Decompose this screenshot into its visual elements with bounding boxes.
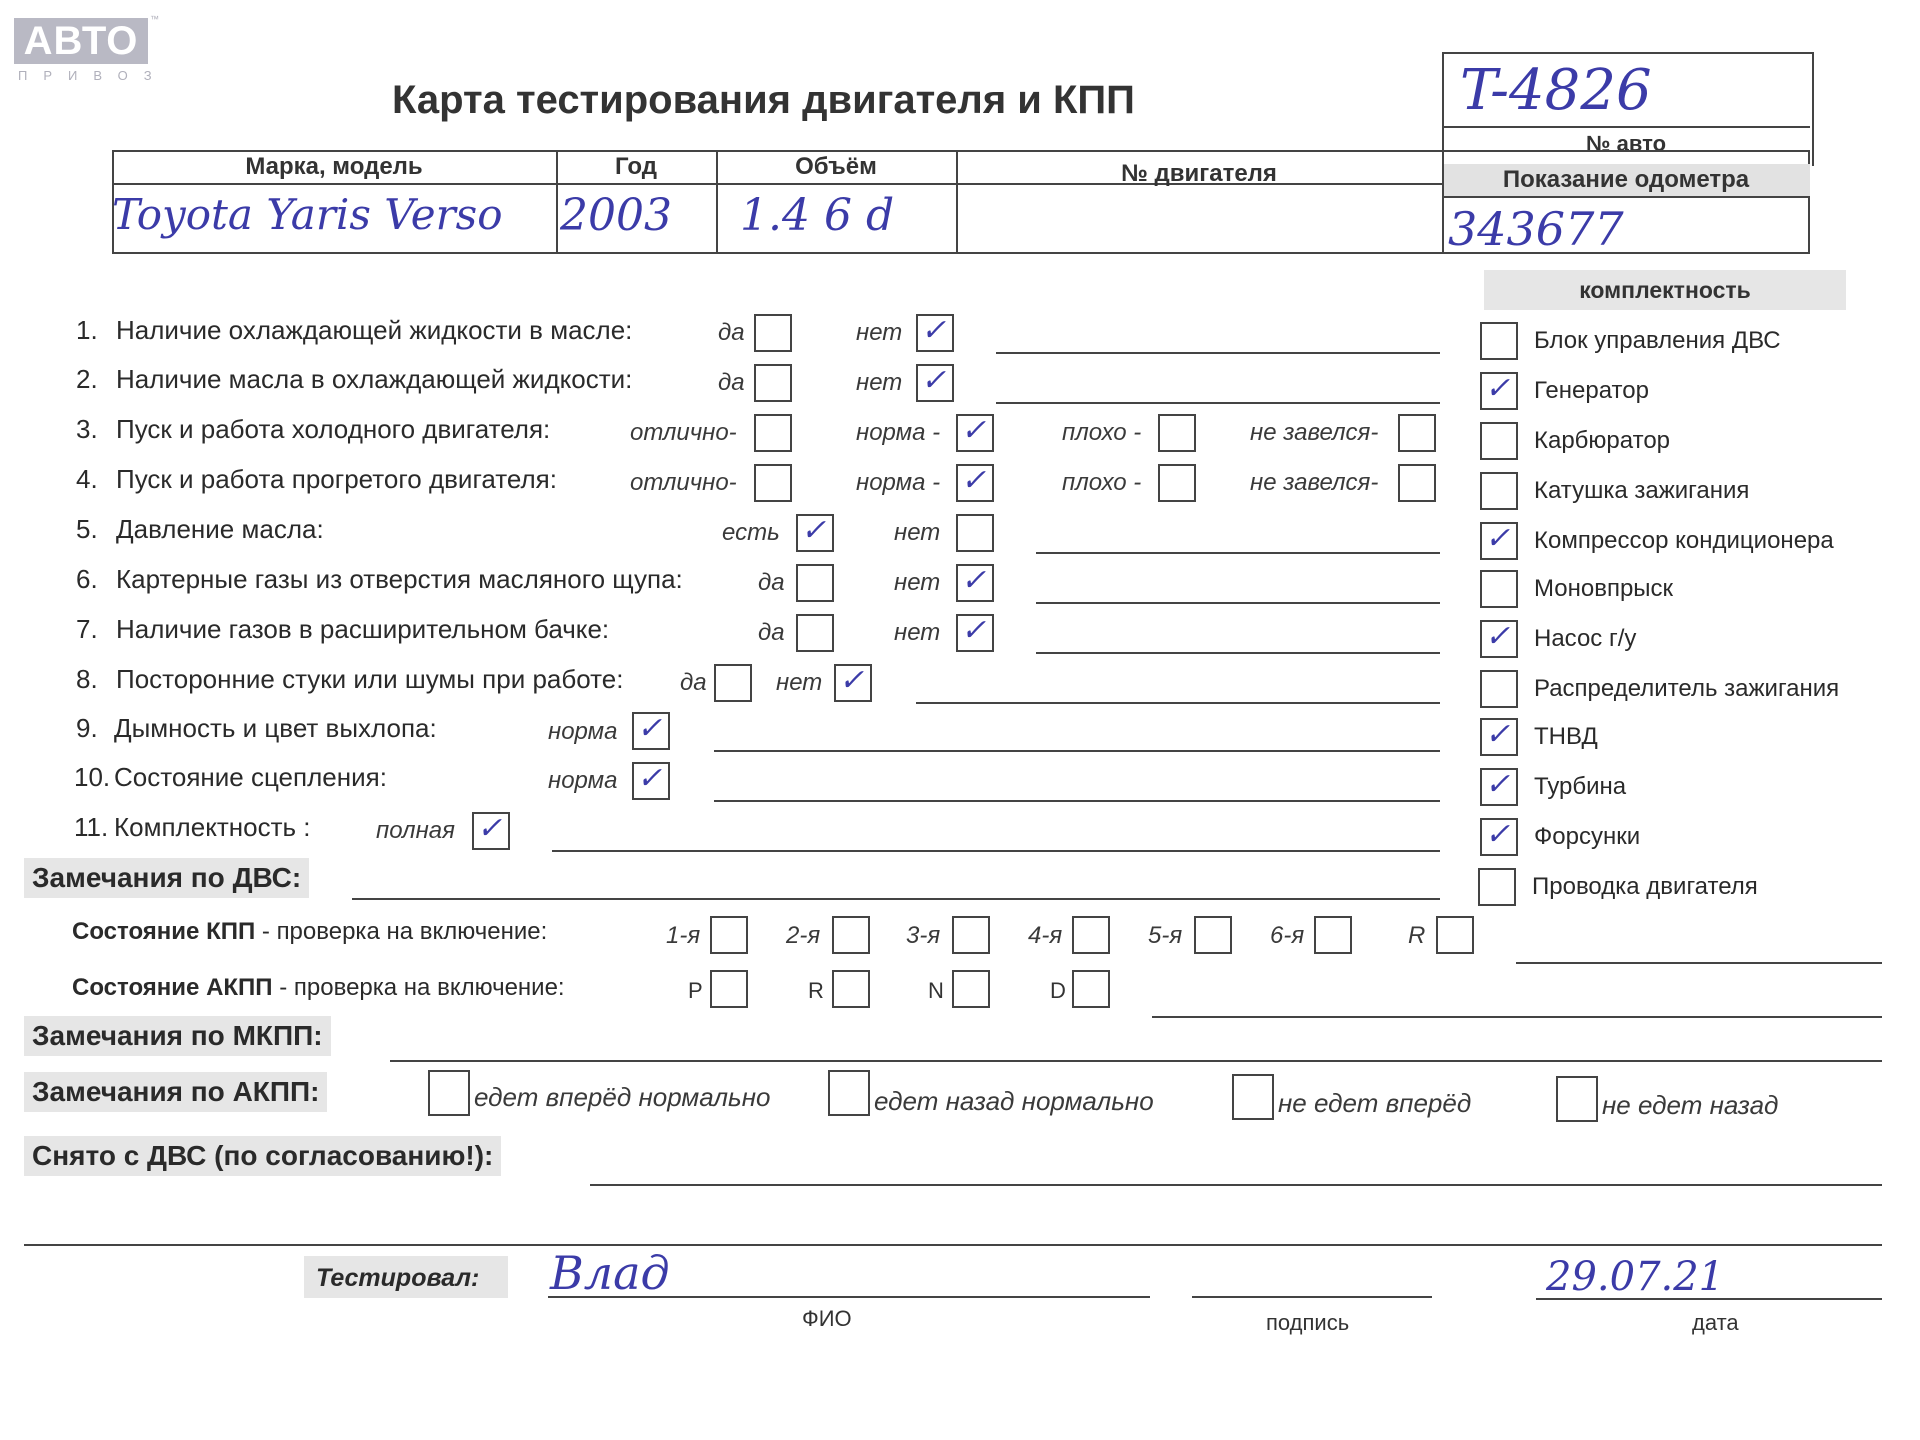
test-5-opt1: есть (722, 519, 780, 546)
test-2-num: 2. (76, 364, 98, 394)
test-11-num: 11. (74, 812, 109, 842)
akpp-gear-n: N (928, 978, 944, 1003)
akpp-state-rest: - проверка на включение: (272, 974, 565, 1001)
kpp-state-bold: Состояние КПП (72, 918, 256, 945)
tester-name: Влад (550, 1246, 670, 1300)
test-5-checkbox-1[interactable] (796, 514, 834, 552)
test-4-opt1: отлично- (630, 469, 737, 496)
check-mark: ✓ (477, 811, 503, 846)
test-10-checkbox-1[interactable] (632, 762, 670, 800)
test-9-checkbox-1[interactable] (632, 712, 670, 750)
akpp-gear-p-checkbox[interactable] (710, 970, 748, 1008)
test-2-checkbox-1[interactable] (754, 364, 792, 402)
kpp-gear-1: 1-я (666, 922, 701, 949)
akpp-option-2-checkbox[interactable] (828, 1070, 870, 1116)
check-mark: ✓ (801, 513, 827, 548)
engine-label: № двигателя (1121, 160, 1277, 187)
komplekt-checkbox-7[interactable] (1480, 620, 1518, 658)
check-mark: ✓ (961, 413, 987, 448)
komplekt-item-6: Моновпрыск (1534, 575, 1674, 602)
check-mark: ✓ (1485, 619, 1511, 654)
akpp-option-1-checkbox[interactable] (428, 1070, 470, 1116)
komplekt-item-10: Турбина (1534, 773, 1627, 800)
test-8-opt1: да (680, 669, 707, 696)
komplekt-item-3: Карбюратор (1534, 427, 1671, 454)
test-4-opt3: плохо - (1062, 469, 1142, 496)
akpp-state-label (72, 974, 565, 1002)
test-1-label: Наличие охлаждающей жидкости в масле: (116, 315, 633, 345)
test-2-label: Наличие масла в охлаждающей жидкости: (116, 364, 633, 394)
test-3-opt4: не завелся- (1250, 419, 1379, 446)
signature-label: подпись (1266, 1310, 1350, 1335)
test-11-opt1: полная (376, 817, 455, 844)
odometer-value: 343677 (1448, 202, 1624, 256)
test-3-opt1: отлично- (630, 419, 737, 446)
tested-label: Тестировал: (316, 1264, 480, 1292)
date-value: 29.07.21 (1546, 1254, 1725, 1300)
test-9-num: 9. (76, 713, 98, 743)
kpp-gear-r-checkbox[interactable] (1436, 916, 1474, 954)
test-5-checkbox-2[interactable] (956, 514, 994, 552)
test-5-label: Давление масла: (116, 514, 324, 544)
logo-tm: ™ (150, 14, 159, 24)
kpp-gear-3: 3-я (906, 922, 941, 949)
test-5-opt2: нет (894, 519, 941, 546)
volume-label: Объём (795, 153, 877, 180)
check-mark: ✓ (961, 463, 987, 498)
akpp-option-4: не едет назад (1602, 1090, 1779, 1120)
kpp-state-rest: - проверка на включение: (255, 918, 548, 945)
test-2-checkbox-2[interactable] (916, 364, 954, 402)
komplekt-title: комплектность (1484, 270, 1846, 310)
komplekt-item-11: Форсунки (1534, 823, 1641, 850)
test-1-checkbox-1[interactable] (754, 314, 792, 352)
check-mark: ✓ (637, 711, 663, 746)
test-4-opt4: не завелся- (1250, 469, 1379, 496)
akpp-gear-p: P (688, 978, 703, 1003)
test-6-opt1: да (758, 569, 785, 596)
test-10-label: Состояние сцепления: (114, 762, 387, 792)
check-mark: ✓ (961, 563, 987, 598)
kpp-gear-6: 6-я (1270, 922, 1305, 949)
test-6-opt2: нет (894, 569, 941, 596)
komplekt-item-12: Проводка двигателя (1532, 873, 1758, 900)
test-3-opt3: плохо - (1062, 419, 1142, 446)
komplekt-checkbox-10[interactable] (1480, 768, 1518, 806)
kpp-state-label (72, 918, 547, 946)
remarks-mkpp-label: Замечания по МКПП: (24, 1016, 331, 1056)
test-9-label: Дымность и цвет выхлопа: (114, 713, 437, 743)
kpp-gear-2: 2-я (786, 922, 821, 949)
test-11-label: Комплектность : (114, 812, 311, 842)
akpp-gear-d: D (1050, 978, 1066, 1003)
test-9-opt1: норма (548, 718, 618, 745)
komplekt-item-2: Генератор (1534, 377, 1649, 404)
logo-subtitle: ПРИВОЗ (18, 68, 168, 83)
komplekt-item-9: ТНВД (1534, 723, 1598, 750)
check-mark: ✓ (637, 761, 663, 796)
car-number-value: T-4826 (1460, 58, 1652, 123)
test-4-checkbox-1[interactable] (754, 464, 792, 502)
test-10-opt1: норма (548, 767, 618, 794)
test-1-checkbox-2[interactable] (916, 314, 954, 352)
komplekt-checkbox-4[interactable] (1480, 472, 1518, 510)
test-5-num: 5. (76, 514, 98, 544)
akpp-option-1: едет вперёд нормально (474, 1082, 771, 1112)
test-1-num: 1. (76, 315, 98, 345)
car-number-label: № авто (1585, 131, 1667, 156)
volume-value: 1.4 6 d (740, 190, 895, 241)
test-3-checkbox-1[interactable] (754, 414, 792, 452)
test-6-checkbox-2[interactable] (956, 564, 994, 602)
komplekt-item-8: Распределитель зажигания (1534, 675, 1840, 702)
test-3-num: 3. (76, 414, 98, 444)
remarks-dvs-label: Замечания по ДВС: (24, 858, 309, 898)
kpp-gear-2-checkbox[interactable] (832, 916, 870, 954)
komplekt-checkbox-2[interactable] (1480, 372, 1518, 410)
page-title: Карта тестирования двигателя и КПП (392, 78, 1135, 122)
akpp-option-4-checkbox[interactable] (1556, 1076, 1598, 1122)
test-8-num: 8. (76, 664, 98, 694)
komplekt-item-1: Блок управления ДВС (1534, 327, 1781, 354)
akpp-gear-r: R (808, 978, 824, 1003)
akpp-option-2: едет назад нормально (874, 1086, 1154, 1116)
test-3-checkbox-4[interactable] (1398, 414, 1436, 452)
test-6-label: Картерные газы из отверстия масляного щупа: (116, 564, 683, 594)
akpp-option-3: не едет вперёд (1278, 1088, 1472, 1118)
komplekt-checkbox-9[interactable] (1480, 718, 1518, 756)
test-7-label: Наличие газов в расширительном бачке: (116, 614, 610, 644)
test-4-checkbox-3[interactable] (1158, 464, 1196, 502)
odometer-label: Показание одометра (1502, 166, 1750, 193)
test-4-checkbox-4[interactable] (1398, 464, 1436, 502)
date-label: дата (1692, 1310, 1739, 1335)
logo: АВТО (14, 18, 148, 64)
check-mark: ✓ (1485, 817, 1511, 852)
test-4-num: 4. (76, 464, 98, 494)
check-mark: ✓ (961, 613, 987, 648)
test-7-opt1: да (758, 619, 785, 646)
brand-label: Марка, модель (245, 153, 423, 180)
test-3-label: Пуск и работа холодного двигателя: (116, 414, 551, 444)
test-4-label: Пуск и работа прогретого двигателя: (116, 464, 557, 494)
test-11-checkbox-1[interactable] (472, 812, 510, 850)
test-10-num: 10. (74, 762, 111, 792)
year-value: 2003 (560, 190, 672, 241)
brand-value: Toyota Yaris Verso (112, 190, 503, 239)
akpp-state-bold: Состояние АКПП (72, 974, 273, 1001)
kpp-gear-4: 4-я (1028, 922, 1063, 949)
komplekt-checkbox-6[interactable] (1480, 570, 1518, 608)
test-7-num: 7. (76, 614, 98, 644)
kpp-gear-5: 5-я (1148, 922, 1183, 949)
test-3-opt2: норма - (856, 419, 941, 446)
test-8-opt2: нет (776, 669, 823, 696)
test-8-checkbox-2[interactable] (834, 664, 872, 702)
komplekt-checkbox-1[interactable] (1480, 322, 1518, 360)
check-mark: ✓ (1485, 767, 1511, 802)
komplekt-item-5: Компрессор кондиционера (1534, 527, 1834, 554)
removed-label: Снято с ДВС (по согласованию!): (24, 1136, 501, 1176)
check-mark: ✓ (1485, 717, 1511, 752)
kpp-gear-4-checkbox[interactable] (1072, 916, 1110, 954)
test-4-checkbox-2[interactable] (956, 464, 994, 502)
test-7-checkbox-2[interactable] (956, 614, 994, 652)
check-mark: ✓ (839, 663, 865, 698)
test-7-checkbox-1[interactable] (796, 614, 834, 652)
test-2-opt2: нет (856, 369, 903, 396)
akpp-gear-d-checkbox[interactable] (1072, 970, 1110, 1008)
year-label: Год (615, 153, 657, 180)
kpp-gear-r: R (1408, 922, 1426, 949)
test-4-opt2: норма - (856, 469, 941, 496)
komplekt-checkbox-11[interactable] (1480, 818, 1518, 856)
test-3-checkbox-3[interactable] (1158, 414, 1196, 452)
test-1-opt1: да (718, 319, 745, 346)
check-mark: ✓ (921, 363, 947, 398)
test-3-checkbox-2[interactable] (956, 414, 994, 452)
check-mark: ✓ (1485, 371, 1511, 406)
test-6-num: 6. (76, 564, 98, 594)
kpp-gear-5-checkbox[interactable] (1194, 916, 1232, 954)
akpp-gear-r-checkbox[interactable] (832, 970, 870, 1008)
test-2-opt1: да (718, 369, 745, 396)
test-6-checkbox-1[interactable] (796, 564, 834, 602)
komplekt-checkbox-3[interactable] (1480, 422, 1518, 460)
test-7-opt2: нет (894, 619, 941, 646)
komplekt-item-7: Насос г/у (1534, 625, 1637, 652)
kpp-gear-1-checkbox[interactable] (710, 916, 748, 954)
test-8-checkbox-1[interactable] (714, 664, 752, 702)
fio-label: ФИО (802, 1306, 852, 1331)
check-mark: ✓ (921, 313, 947, 348)
komplekt-checkbox-12[interactable] (1478, 868, 1516, 906)
kpp-gear-6-checkbox[interactable] (1314, 916, 1352, 954)
komplekt-checkbox-8[interactable] (1480, 670, 1518, 708)
test-1-opt2: нет (856, 319, 903, 346)
akpp-gear-n-checkbox[interactable] (952, 970, 990, 1008)
kpp-gear-3-checkbox[interactable] (952, 916, 990, 954)
test-8-label: Посторонние стуки или шумы при работе: (116, 664, 624, 694)
akpp-option-3-checkbox[interactable] (1232, 1074, 1274, 1120)
check-mark: ✓ (1485, 521, 1511, 556)
komplekt-checkbox-5[interactable] (1480, 522, 1518, 560)
komplekt-item-4: Катушка зажигания (1534, 477, 1750, 504)
remarks-akpp-label: Замечания по АКПП: (24, 1072, 327, 1112)
